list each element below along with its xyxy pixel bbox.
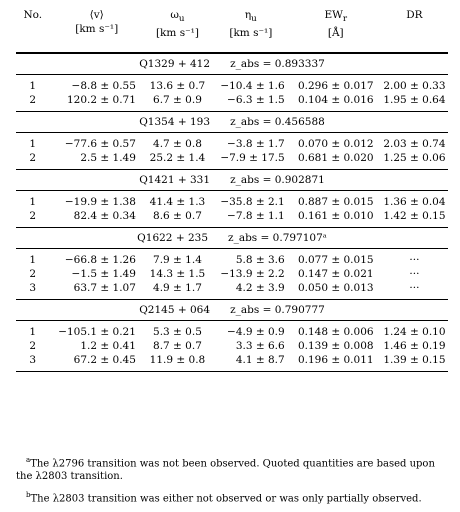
table-cell: 82.4 ± 0.34: [73, 210, 136, 223]
table-cell: ···: [409, 254, 420, 267]
table-cell: −77.6 ± 0.57: [64, 138, 136, 151]
section-zabs: z_abs = 0.902871: [230, 174, 325, 187]
table-row: [16, 253, 448, 267]
table-cell: 67.2 ± 0.45: [73, 354, 136, 367]
section-zabs: z_abs = 0.893337: [230, 58, 325, 71]
table-cell: 4.2 ± 3.9: [235, 282, 285, 295]
table-cell: 0.681 ± 0.020: [297, 152, 374, 165]
table-cell: 0.148 ± 0.006: [297, 326, 374, 339]
footnote-text: The λ2803 transition was either not observed or was only partially observed.: [30, 493, 422, 505]
col-header-omega: $\omega_u$ [km s⁻¹]: [155, 9, 199, 40]
table-header: [16, 8, 448, 40]
table-row: [16, 79, 448, 93]
table-row: [16, 325, 448, 339]
table-cell: −105.1 ± 0.21: [58, 326, 136, 339]
table-cell: 6.7 ± 0.9: [153, 94, 202, 107]
table-cell: 1.24 ± 0.10: [383, 326, 446, 339]
footnote-mark: b: [26, 491, 31, 500]
table-cell: −3.8 ± 1.7: [227, 138, 285, 151]
table-cell: 5.8 ± 3.6: [235, 254, 285, 267]
table-cell: 3: [29, 354, 37, 367]
table-cell: 2: [29, 152, 37, 165]
table-cell: 1: [29, 138, 37, 151]
footnote: [16, 489, 448, 505]
table-cell: 1: [29, 326, 37, 339]
table-cell: 1.2 ± 0.41: [80, 340, 136, 353]
table-cell: 4.7 ± 0.8: [153, 138, 202, 151]
table-cell: 1: [29, 254, 37, 267]
footnotes: [16, 454, 448, 512]
section-header: [16, 228, 448, 249]
table-cell: 0.077 ± 0.015: [297, 254, 374, 267]
table-cell: −35.8 ± 2.1: [220, 196, 285, 209]
table-cell: −19.9 ± 1.38: [64, 196, 136, 209]
col-header-no: No.: [23, 9, 43, 21]
table-row: [16, 267, 448, 281]
section-zabs: z_abs = 0.456588: [230, 116, 325, 129]
table-row: [16, 93, 448, 107]
table-row: [16, 195, 448, 209]
table-cell: −7.9 ± 17.5: [220, 152, 285, 165]
section-header: [16, 300, 448, 321]
table-cell: 2.00 ± 0.33: [383, 80, 446, 93]
table-cell: 0.104 ± 0.016: [297, 94, 374, 107]
table-cell: 1: [29, 80, 37, 93]
table-row: [16, 151, 448, 165]
table-cell: 8.7 ± 0.7: [153, 340, 202, 353]
section-zabs: z_abs = 0.790777: [230, 304, 325, 317]
table-row: [16, 209, 448, 223]
table-cell: 2: [29, 94, 37, 107]
section-quasar: Q2145 + 064: [139, 304, 211, 317]
table-row: [16, 339, 448, 353]
table-cell: 0.196 ± 0.011: [297, 354, 374, 367]
table-row: [16, 281, 448, 295]
table-cell: −10.4 ± 1.6: [220, 80, 285, 93]
table-cell: −1.5 ± 1.49: [71, 268, 136, 281]
table-cell: 120.2 ± 0.71: [66, 94, 136, 107]
table-cell: 41.4 ± 1.3: [149, 196, 206, 209]
table-cell: 14.3 ± 1.5: [149, 268, 206, 281]
section-header: [16, 54, 448, 75]
data-table: [16, 8, 448, 372]
table-cell: 2.5 ± 1.49: [80, 152, 136, 165]
table-cell: 2: [29, 340, 37, 353]
table-cell: 1.25 ± 0.06: [383, 152, 446, 165]
col-header-ew: $EW_r$ [Å]: [324, 9, 348, 40]
table-row: [16, 353, 448, 367]
table-row: [16, 137, 448, 151]
table-cell: 0.161 ± 0.010: [297, 210, 374, 223]
table-cell: 25.2 ± 1.4: [149, 152, 206, 165]
footnote-text: The λ2796 transition was not been observed. Quoted quantities are based upon the λ2803 transition.: [16, 458, 435, 483]
table-cell: 4.9 ± 1.7: [153, 282, 202, 295]
table-cell: 0.139 ± 0.008: [297, 340, 374, 353]
section-quasar: Q1421 + 331: [139, 174, 211, 187]
table-cell: −66.8 ± 1.26: [64, 254, 136, 267]
section-quasar: Q1329 + 412: [139, 58, 211, 71]
table-cell: 5.3 ± 0.5: [153, 326, 202, 339]
footnote-mark: a: [26, 456, 31, 464]
table-cell: 2: [29, 210, 37, 223]
section-quasar: Q1354 + 193: [139, 116, 211, 129]
section-header: [16, 112, 448, 133]
table-cell: 11.9 ± 0.8: [149, 354, 206, 367]
table-cell: 1.46 ± 0.19: [383, 340, 446, 353]
table-cell: 7.9 ± 1.4: [153, 254, 202, 267]
table-cell: 0.070 ± 0.012: [297, 138, 374, 151]
table-body: [16, 40, 448, 372]
table-cell: 1: [29, 196, 37, 209]
section-zabs: z_abs = 0.797107ᵃ: [228, 232, 327, 245]
table-cell: 63.7 ± 1.07: [73, 282, 136, 295]
table-cell: −7.8 ± 1.1: [227, 210, 285, 223]
table-cell: −8.8 ± 0.55: [71, 80, 136, 93]
table-cell: 0.050 ± 0.013: [297, 282, 374, 295]
table-cell: −13.9 ± 2.2: [220, 268, 285, 281]
table-cell: 3.3 ± 6.6: [235, 340, 285, 353]
table-cell: 1.39 ± 0.15: [383, 354, 446, 367]
table-cell: 0.147 ± 0.021: [297, 268, 374, 281]
table-cell: 1.36 ± 0.04: [383, 196, 446, 209]
col-header-v: ⟨v⟩ [km s⁻¹]: [75, 9, 119, 35]
table-cell: 13.6 ± 0.7: [149, 80, 206, 93]
table-cell: 8.6 ± 0.7: [153, 210, 202, 223]
section-header: [16, 170, 448, 191]
table-cell: 2.03 ± 0.74: [383, 138, 446, 151]
table-cell: 3: [29, 282, 37, 295]
table-cell: 4.1 ± 8.7: [235, 354, 285, 367]
section-quasar: Q1622 + 235: [137, 232, 209, 245]
table-cell: 0.296 ± 0.017: [297, 80, 374, 93]
table-cell: ···: [409, 282, 420, 295]
col-header-eta: $\eta_u$ [km s⁻¹]: [229, 9, 273, 40]
table-cell: −4.9 ± 0.9: [227, 326, 285, 339]
table-cell: 1.95 ± 0.64: [383, 94, 446, 107]
table-cell: −6.3 ± 1.5: [227, 94, 285, 107]
table-cell: 0.887 ± 0.015: [297, 196, 374, 209]
table-cell: 1.42 ± 0.15: [383, 210, 446, 223]
col-header-dr: DR: [406, 9, 423, 21]
footnote: [16, 454, 448, 483]
table-cell: 2: [29, 268, 37, 281]
table-cell: ···: [409, 268, 420, 281]
